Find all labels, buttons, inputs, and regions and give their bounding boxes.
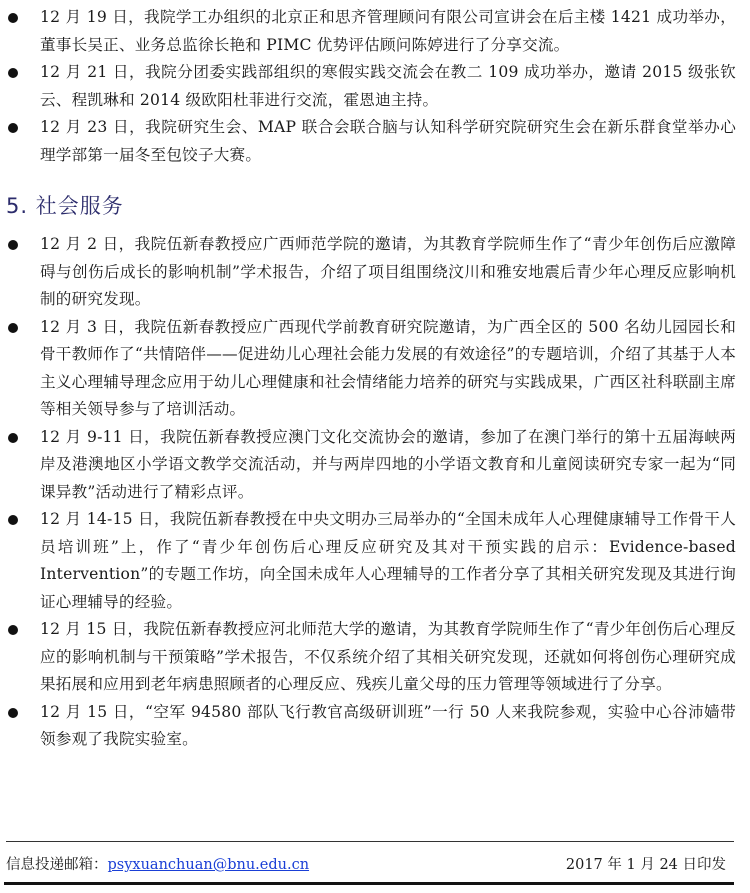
- bullet-icon: [8, 625, 18, 635]
- social-service-list: [0, 231, 744, 754]
- bullet-icon: [8, 515, 18, 525]
- list-item: [0, 231, 744, 314]
- bullet-icon: [8, 13, 18, 23]
- footer-contact: [6, 855, 309, 875]
- list-item-text: 12 月 19 日，我院学工办组织的北京正和思齐管理顾问有限公司宣讲会在后主楼 1421 成功举办，董事长吴正、业务总监徐长艳和 PIMC 优势评估顾问陈婷进行了分享交流。: [40, 8, 736, 54]
- events-list: [0, 4, 744, 169]
- list-item: [0, 4, 744, 59]
- list-item: [0, 314, 744, 424]
- list-item-text: 12 月 23 日，我院研究生会、MAP 联合会联合脑与认知科学研究院研究生会在新乐群食堂举办心理学部第一届冬至包饺子大赛。: [40, 118, 736, 164]
- bullet-icon: [8, 240, 18, 250]
- section-heading: 5. 社会服务: [6, 194, 124, 218]
- footer-divider-thin: [6, 841, 734, 842]
- list-item-text: 12 月 15 日，“空军 94580 部队飞行教官高级研训班”一行 50 人来我院参观，实验中心谷沛嫱带领参观了我院实验室。: [40, 702, 736, 748]
- list-item-text: 12 月 9-11 日，我院伍新春教授应澳门文化交流协会的邀请，参加了在澳门举行的第十五届海峡两岸及港澳地区小学语文教学交流活动，并与两岸四地的小学语文教育和儿童阅读研究专家一起为“同课异教”活动进行了精彩点评。: [40, 427, 736, 501]
- list-item-text: 12 月 2 日，我院伍新春教授应广西师范学院的邀请，为其教育学院师生作了“青少年创伤后应激障碍与创伤后成长的影响机制”学术报告，介绍了项目组围绕汶川和雅安地震后青少年心理反应影响机制的研究发现。: [40, 235, 736, 308]
- list-item: [0, 59, 744, 114]
- list-item-text: 12 月 15 日，我院伍新春教授应河北师范大学的邀请，为其教育学院师生作了“青少年创伤后心理反应的影响机制与干预策略”学术报告，不仅系统介绍了其相关研究发现，还就如何将创伤心理研究成果拓展和应用到老年病患照顾者的心理反应、残疾儿童父母的压力管理等领域进行了分享。: [40, 620, 736, 693]
- list-item-text: 12 月 21 日，我院分团委实践部组织的寒假实践交流会在教二 109 成功举办，邀请 2015 级张钦云、程凯琳和 2014 级欧阳杜菲进行交流，霍恩迪主持。: [40, 63, 736, 109]
- footer-divider-thick: [4, 882, 734, 885]
- list-item: [0, 699, 744, 754]
- issue-date: 2017 年 1 月 24 日印发: [565, 857, 726, 873]
- list-item: [0, 424, 744, 507]
- bullet-icon: [8, 68, 18, 78]
- list-item: [0, 114, 744, 169]
- list-item-text: 12 月 14-15 日，我院伍新春教授在中央文明办三局举办的“全国未成年人心理健康辅导工作骨干人员培训班”上，作了“青少年创伤后心理反应研究及其对干预实践的启示：Evidence-based Intervention”的专题工作坊，向全国未成年人心理辅导的工作者分享了其相关研究发现及其进行询证心理辅导的经验。: [40, 510, 736, 611]
- bullet-icon: [8, 123, 18, 133]
- bullet-icon: [8, 433, 18, 443]
- bullet-icon: [8, 708, 18, 718]
- list-item: [0, 506, 744, 616]
- email-link[interactable]: psyxuanchuan@bnu.edu.cn: [107, 857, 310, 873]
- list-item-text: 12 月 3 日，我院伍新春教授应广西现代学前教育研究院邀请，为广西全区的 500 名幼儿园园长和骨干教师作了“共情陪伴——促进幼儿心理社会能力发展的有效途径”的专题培训，介绍了其基于人本主义心理辅导理念应用于幼儿心理健康和社会情绪能力培养的研究与实践成果，广西区社科联副主席等相关领导参与了培训活动。: [40, 317, 736, 418]
- bullet-icon: [8, 323, 18, 333]
- list-item: [0, 616, 744, 699]
- email-label: 信息投递邮箱：: [6, 857, 108, 873]
